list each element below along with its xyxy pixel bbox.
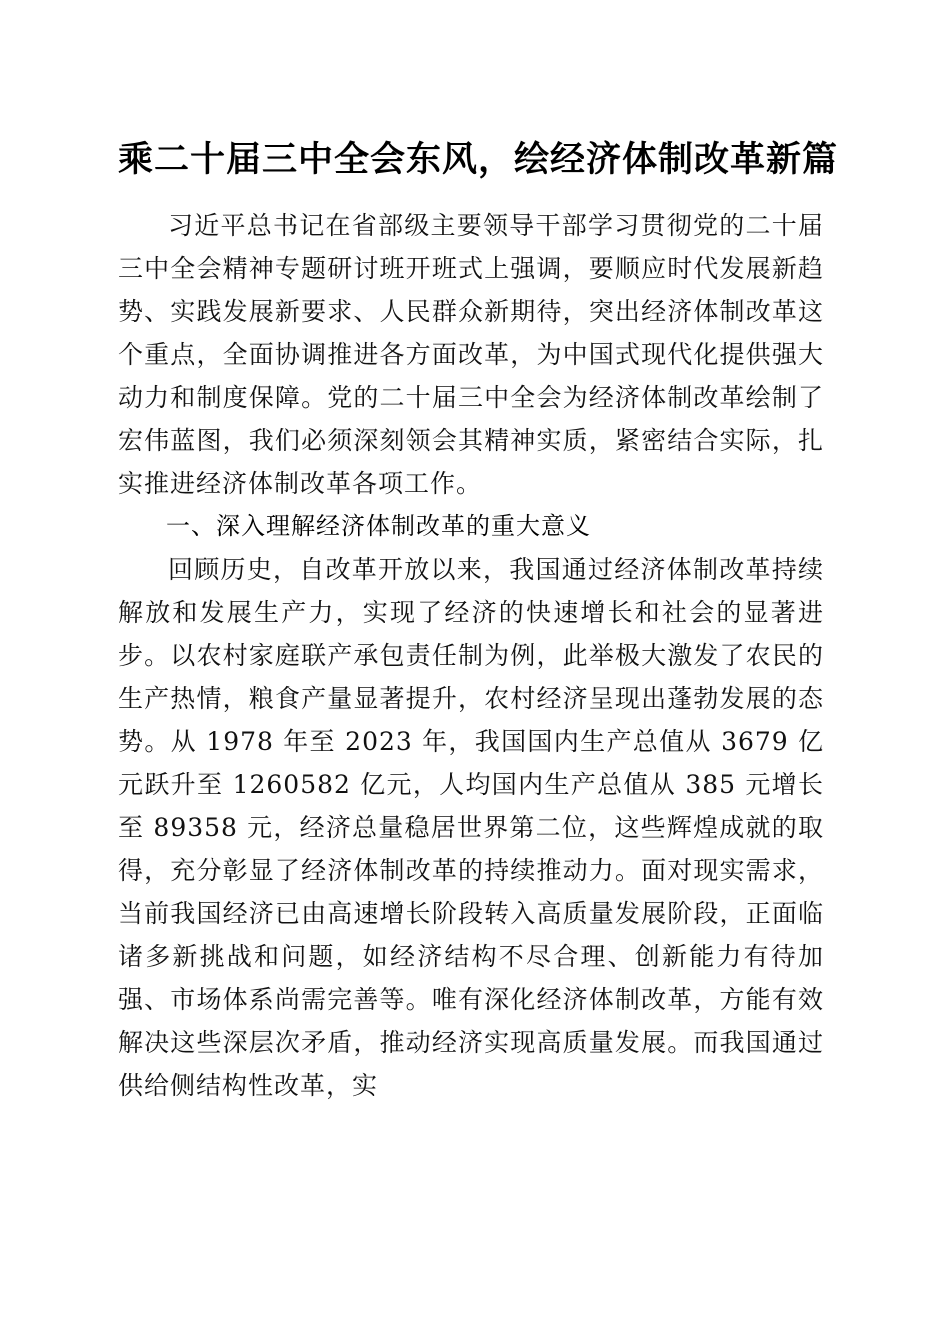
- document-body: [118, 204, 824, 1107]
- section-heading: 一、深入理解经济体制改革的重大意义: [166, 512, 591, 540]
- intro-paragraph: 习近平总书记在省部级主要领导干部学习贯彻党的二十届三中全会精神专题研讨班开班式上强调，要顺应时代发展新趋势、实践发展新要求、人民群众新期待，突出经济体制改革这个重点，全面协调推进各方面改革，为中国式现代化提供强大动力和制度保障。党的二十届三中全会为经济体制改革绘制了宏伟蓝图，我们必须深刻领会其精神实质，紧密结合实际，扎实推进经济体制改革各项工作。: [118, 211, 824, 498]
- document-title: 乘二十届三中全会东风，绘经济体制改革新篇: [118, 139, 839, 180]
- body-paragraph: 回顾历史，自改革开放以来，我国通过经济体制改革持续解放和发展生产力，实现了经济的快速增长和社会的显著进步。以农村家庭联产承包责任制为例，此举极大激发了农民的生产热情，粮食产量显著提升，农村经济呈现出蓬勃发展的态势。从 1978 年至 2023 年，我国国内生产总值从 3679 亿元跃升至 1260582 亿元，人均国内生产总值从 385 元增长至 89358 元，经济总量稳居世界第二位，这些辉煌成就的取得，充分彰显了经济体制改革的持续推动力。面对现实需求，当前我国经济已由高速增长阶段转入高质量发展阶段，正面临诸多新挑战和问题，如经济结构不尽合理、创新能力有待加强、市场体系尚需完善等。唯有深化经济体制改革，方能有效解决这些深层次矛盾，推动经济实现高质量发展。而我国通过供给侧结构性改革，实: [118, 555, 824, 1100]
